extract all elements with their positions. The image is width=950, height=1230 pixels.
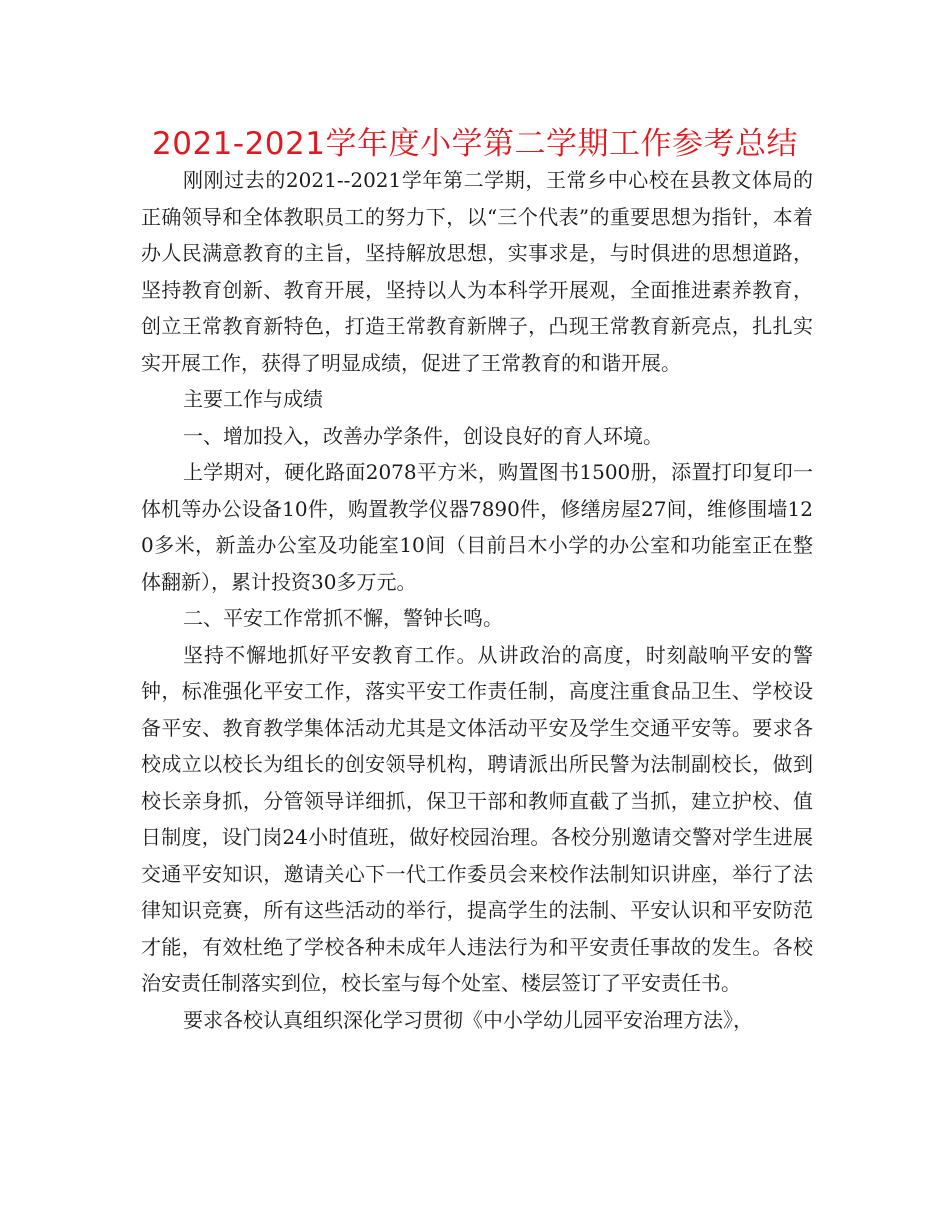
- paragraph-item-one-body: 上学期对，硬化路面2078平方米，购置图书1500册，添置打印复印一体机等办公设备10件，购置教学仪器7890件，修缮房屋27间，维修围墙120多米，新盖办公室及功能室10间（目前吕木小学的办公室和功能室正在整体翻新），累计投资30多万元。: [141, 460, 813, 594]
- paragraph-section-heading: 主要工作与成绩: [183, 387, 323, 411]
- document-body: [141, 162, 813, 1038]
- paragraph-item-two-body: 坚持不懈地抓好平安教育工作。从讲政治的高度，时刻敲响平安的警钟，标准强化平安工作，落实平安工作责任制，高度注重食品卫生、学校设备平安、教育教学集体活动尤其是文体活动平安及学生交通平安等。要求各校成立以校长为组长的创安领导机构，聘请派出所民警为法制副校长，做到校长亲身抓，分管领导详细抓，保卫干部和教师直截了当抓，建立护校、值日制度，设门岗24小时值班，做好校园治理。各校分别邀请交警对学生进展交通平安知识，邀请关心下一代工作委员会来校作法制知识讲座，举行了法律知识竞赛，所有这些活动的举行，提高学生的法制、平安认识和平安防范才能，有效杜绝了学校各种未成年人违法行为和平安责任事故的发生。各校治安责任制落实到位，校长室与每个处室、楼层签订了平安责任书。: [141, 642, 813, 995]
- paragraph-continued: 要求各校认真组织深化学习贯彻《中小学幼儿园平安治理方法》，: [183, 1007, 753, 1032]
- document-title: 2021-2021学年度小学第二学期工作参考总结: [152, 126, 798, 162]
- paragraph-item-two-heading: 二、平安工作常抓不懈，警钟长鸣。: [183, 606, 503, 630]
- paragraph-item-one-heading: 一、增加投入，改善办学条件，创设良好的育人环境。: [183, 423, 663, 448]
- paragraph-intro: 刚刚过去的2021--2021学年第二学期，王常乡中心校在县教文体局的正确领导和全体教职员工的努力下，以“三个代表”的重要思想为指针，本着办人民满意教育的主旨，坚持解放思想，实事求是，与时俱进的思想道路，坚持教育创新、教育开展，坚持以人为本科学开展观，全面推进素养教育，创立王常教育新特色，打造王常教育新牌子，凸现王常教育新亮点，扎扎实实开展工作，获得了明显成绩，促进了王常教育的和谐开展。: [141, 168, 813, 375]
